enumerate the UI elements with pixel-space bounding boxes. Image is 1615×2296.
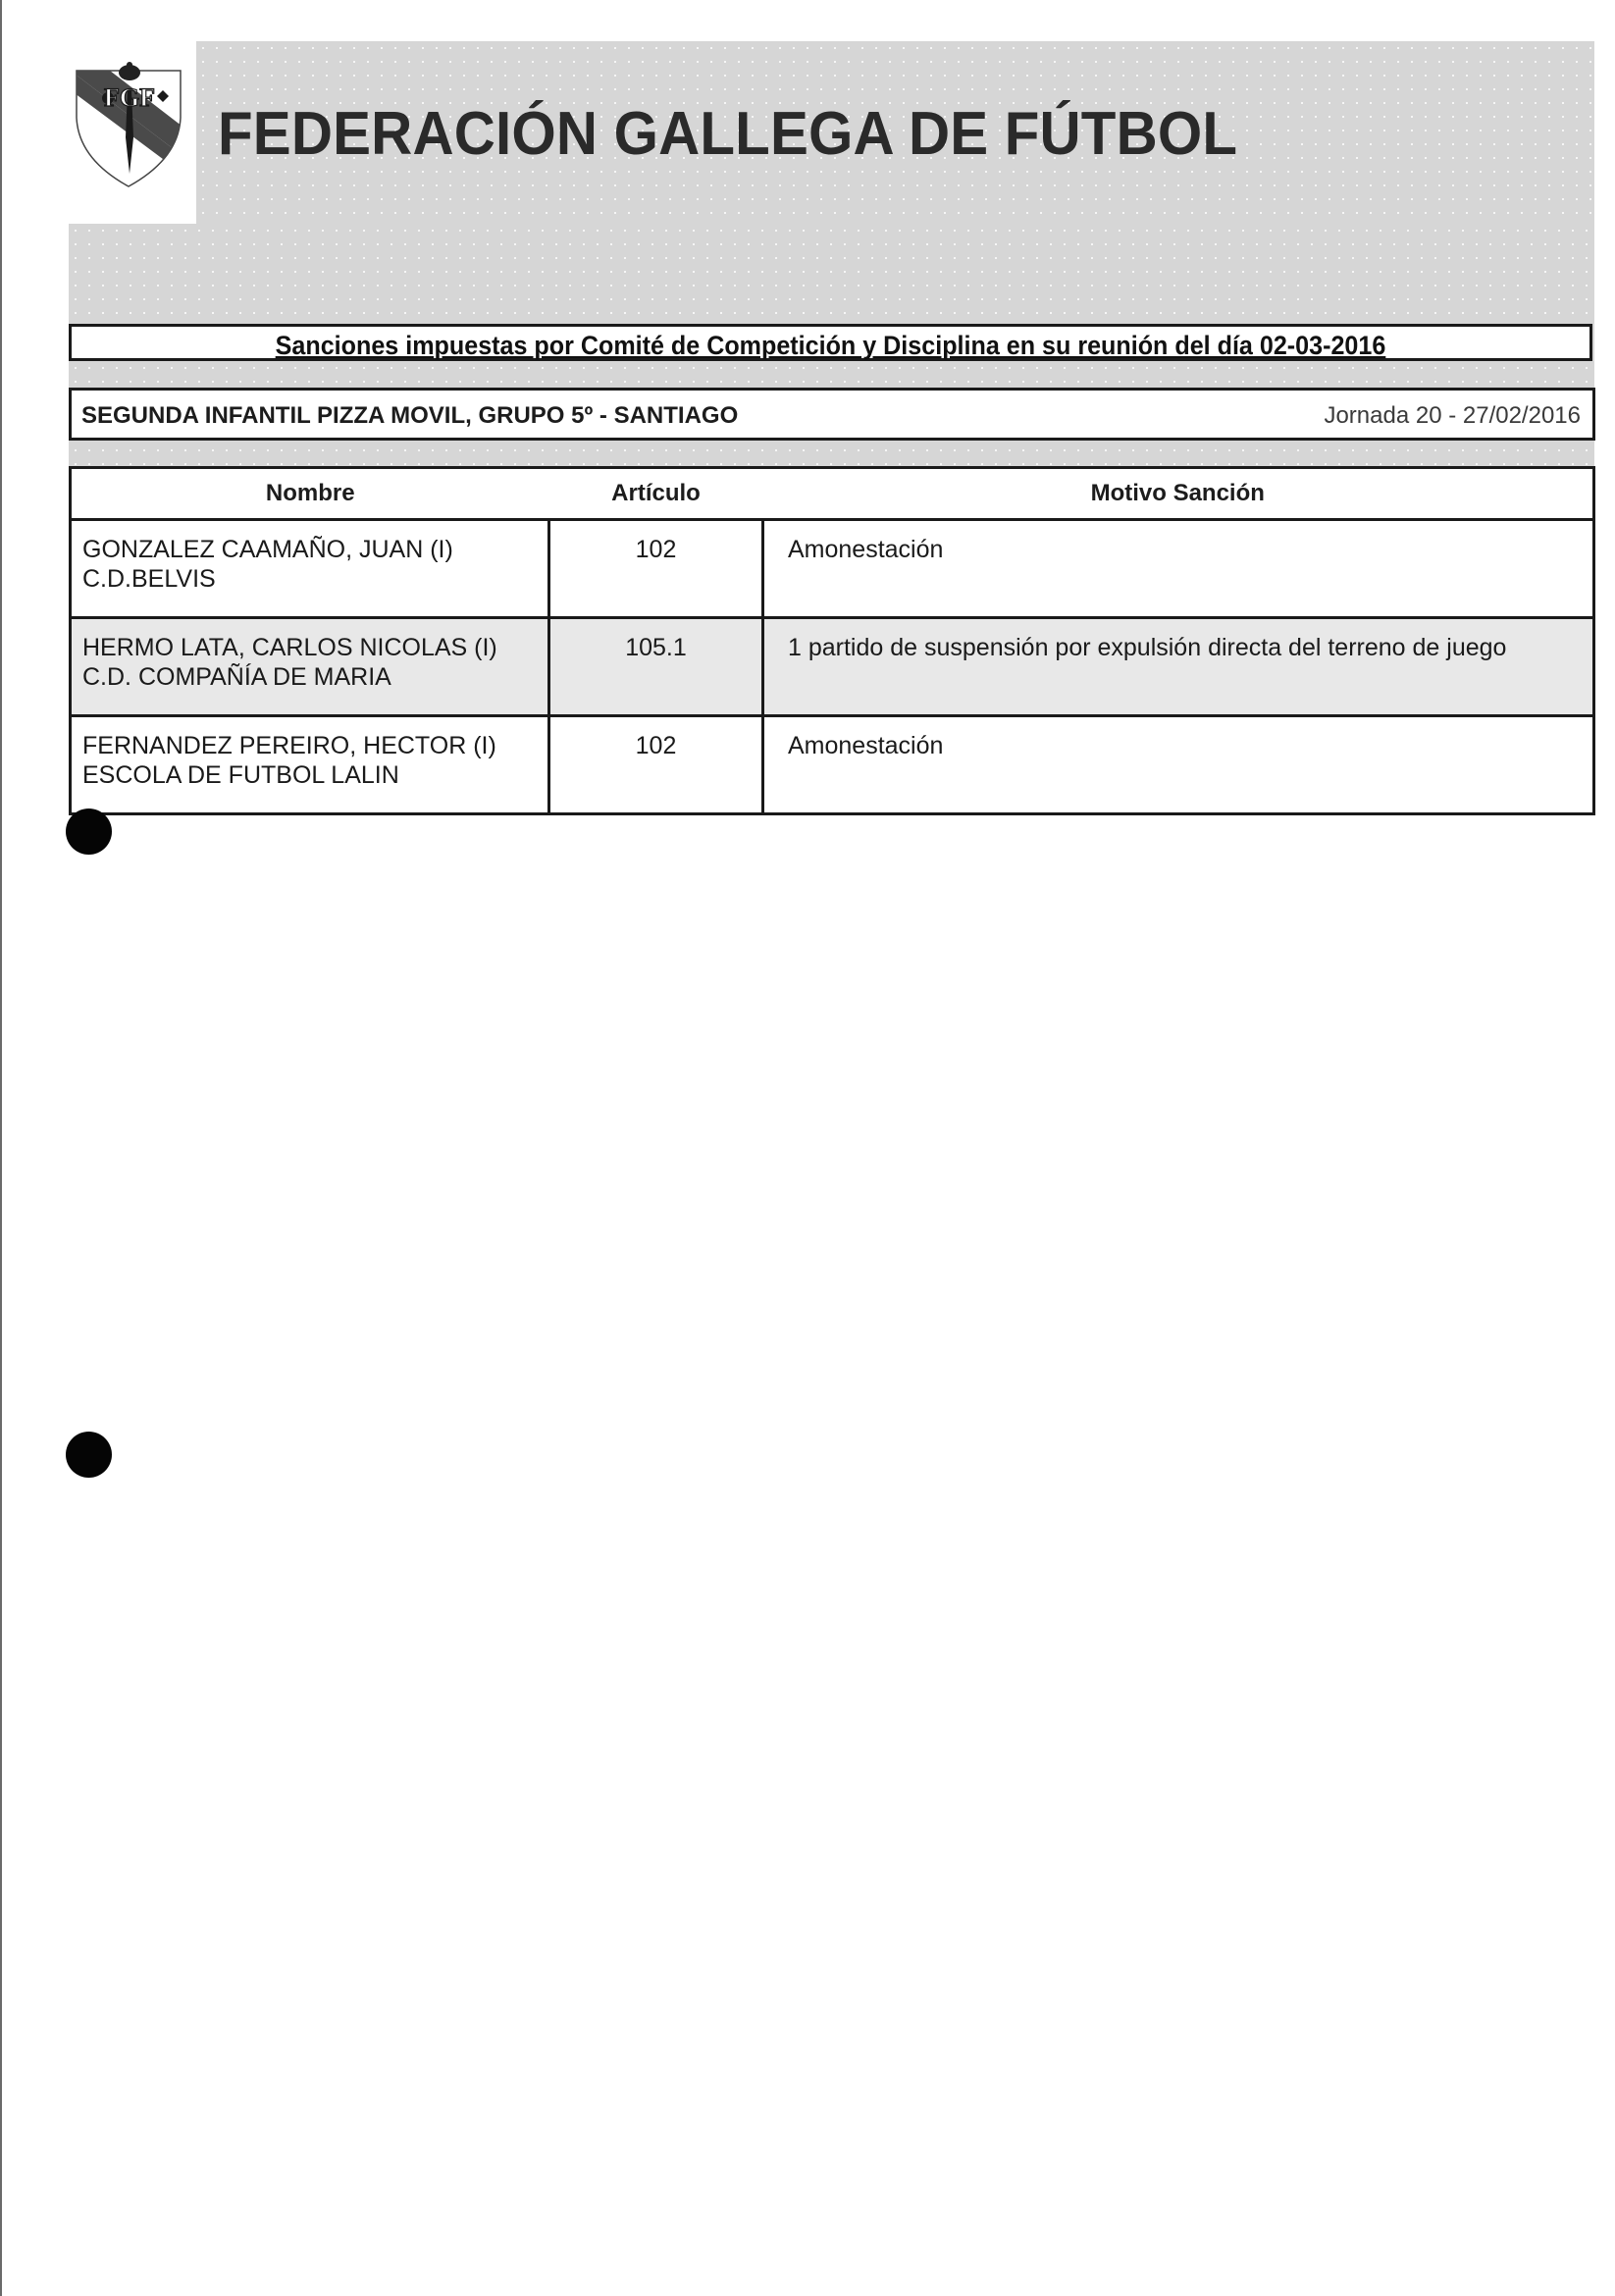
club-name: C.D. COMPAÑÍA DE MARIA xyxy=(82,663,391,691)
cell-name xyxy=(71,520,549,618)
cell-name xyxy=(71,618,549,716)
organization-title: FEDERACIÓN GALLEGA DE FÚTBOL xyxy=(218,100,1238,168)
table-row xyxy=(71,716,1594,814)
player-name: GONZALEZ CAAMAÑO, JUAN (I) xyxy=(82,536,453,563)
cell-reason: Amonestación xyxy=(763,716,1594,814)
competition-name: SEGUNDA INFANTIL PIZZA MOVIL, GRUPO 5º - SANTIAGO xyxy=(81,402,739,429)
cell-reason: 1 partido de suspensión por expulsión directa del terreno de juego xyxy=(763,618,1594,716)
player-name: HERMO LATA, CARLOS NICOLAS (I) xyxy=(82,634,497,661)
column-header-name: Nombre xyxy=(71,468,549,520)
cell-article: 102 xyxy=(549,520,763,618)
svg-text:FGF: FGF xyxy=(104,83,155,112)
table-row xyxy=(71,618,1594,716)
punch-hole xyxy=(66,1432,112,1478)
punch-hole xyxy=(66,809,112,855)
fgf-shield-logo-icon xyxy=(71,61,186,188)
column-header-article: Artículo xyxy=(549,468,763,520)
club-name: ESCOLA DE FUTBOL LALIN xyxy=(82,761,399,789)
cell-article: 105.1 xyxy=(549,618,763,716)
matchday-label: Jornada 20 - 27/02/2016 xyxy=(1324,402,1581,429)
player-name: FERNANDEZ PEREIRO, HECTOR (I) xyxy=(82,732,496,759)
table-header-row xyxy=(71,468,1594,520)
cell-article: 102 xyxy=(549,716,763,814)
notice-box xyxy=(69,324,1592,361)
club-name: C.D.BELVIS xyxy=(82,565,216,593)
notice-title: Sanciones impuestas por Comité de Competición y Disciplina en su reunión del día 02-03-2016 xyxy=(275,331,1386,360)
competition-box xyxy=(69,388,1595,441)
column-header-reason: Motivo Sanción xyxy=(763,468,1594,520)
sanctions-table xyxy=(69,466,1595,815)
cell-name xyxy=(71,716,549,814)
cell-reason: Amonestación xyxy=(763,520,1594,618)
table-row xyxy=(71,520,1594,618)
scan-edge xyxy=(0,0,2,2296)
